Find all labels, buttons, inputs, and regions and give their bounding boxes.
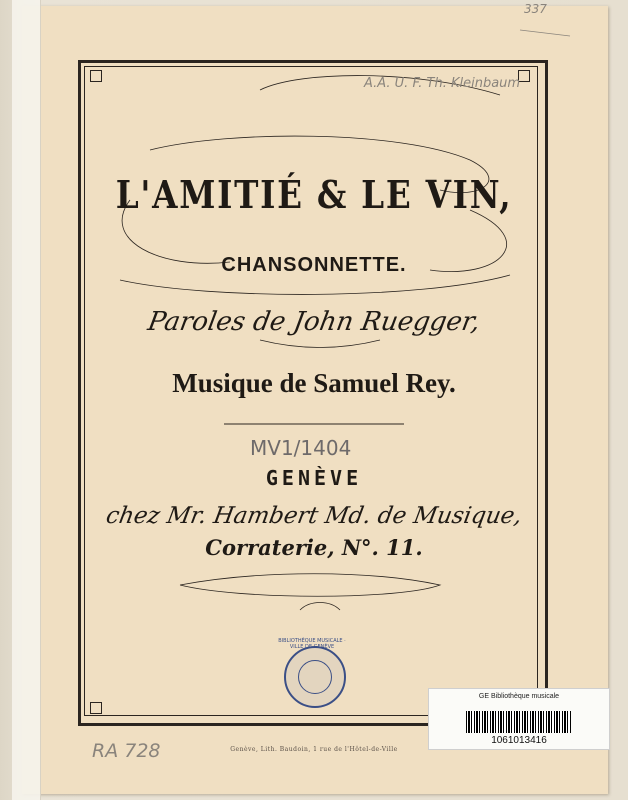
- top-number-annotation: 337: [524, 2, 547, 16]
- barcode-number: 1061013416: [491, 735, 547, 746]
- manuscript-shelfmark: MV1/1404: [250, 436, 352, 460]
- lower-shelfmark: RA 728: [92, 740, 161, 762]
- acquisition-note: A.A. U. F. Th. Kleinbaum: [364, 76, 521, 91]
- composer-credit: Musique de Samuel Rey.: [172, 368, 456, 398]
- library-label: [428, 688, 610, 750]
- stamp-emblem: [298, 660, 332, 694]
- publisher-line: chez Mr. Hambert Md. de Musique,: [104, 503, 524, 529]
- library-institution: GE Bibliothèque musicale: [478, 693, 560, 700]
- piece-title: L'AMITIÉ & LE VIN,: [115, 172, 513, 217]
- printer-imprint: Genève, Lith. Baudoin, 1 rue de l'Hôtel-de-Ville: [230, 746, 398, 753]
- barcode: [466, 711, 571, 733]
- library-stamp: [278, 638, 346, 708]
- lyricist-credit: Paroles de John Ruegger,: [145, 307, 483, 337]
- publication-city: GENÈVE: [265, 466, 363, 490]
- publisher-address: Corraterie, N°. 11.: [205, 535, 423, 560]
- piece-subtitle: CHANSONNETTE.: [221, 254, 407, 276]
- stamp-text: BIBLIOTHÈQUE MUSICALE · VILLE DE GENÈVE: [278, 638, 346, 650]
